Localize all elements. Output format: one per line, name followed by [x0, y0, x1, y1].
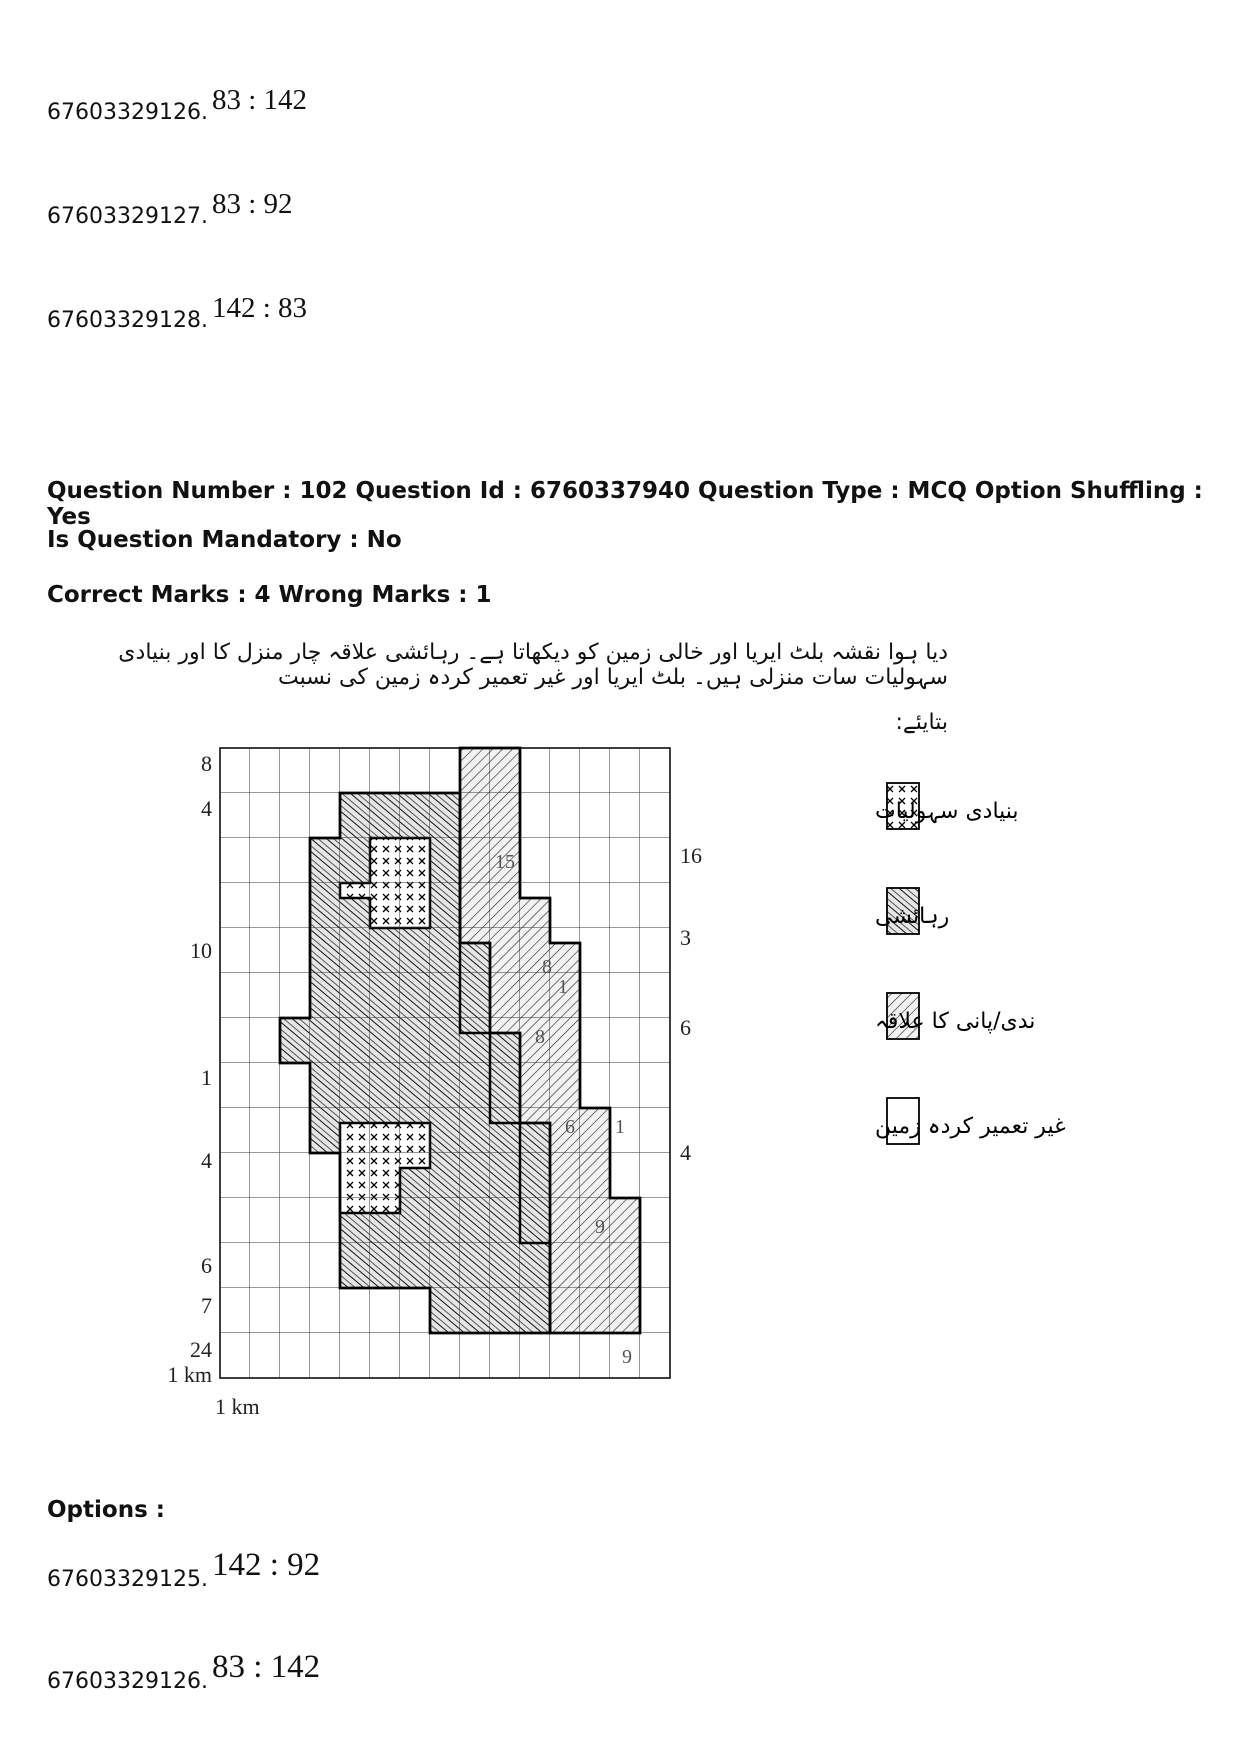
left-label: 1: [201, 1065, 212, 1090]
question-mandatory: Is Question Mandatory : No: [47, 527, 402, 553]
option-row[interactable]: [47, 1649, 321, 1694]
scale-y-label: 1 km: [167, 1362, 212, 1387]
region-number: 9: [622, 1346, 632, 1368]
region-number: 6: [565, 1116, 575, 1138]
right-label: 16: [680, 843, 702, 868]
option-value: 142 : 92: [211, 1547, 321, 1583]
question-text-urdu-2: بتایئے:: [895, 710, 948, 735]
options-heading: Options :: [47, 1497, 165, 1523]
option-row[interactable]: [47, 1547, 321, 1592]
legend: [875, 783, 1066, 1144]
left-label: 10: [190, 938, 212, 963]
option-row[interactable]: [47, 292, 308, 333]
land-use-map-figure: [140, 735, 1066, 1465]
left-label: 24: [190, 1337, 212, 1362]
option-row[interactable]: [47, 188, 293, 229]
option-id: 67603329128.: [47, 308, 208, 333]
legend-label-residential: رہائشی: [875, 904, 950, 929]
region-number: 8: [535, 1026, 545, 1048]
question-marks: Correct Marks : 4 Wrong Marks : 1: [47, 582, 492, 608]
left-label: 6: [201, 1253, 212, 1278]
region-number: 1: [615, 1116, 625, 1138]
left-label: 8: [201, 751, 212, 776]
left-label: 4: [201, 1148, 212, 1173]
question-header: Question Number : 102 Question Id : 6760337940 Question Type : MCQ Option Shuffling : Yes: [47, 478, 1203, 530]
region-number: 9: [595, 1216, 605, 1238]
option-id: 67603329126.: [47, 1669, 208, 1694]
map-grid: [220, 748, 670, 1378]
option-value: 142 : 83: [211, 292, 308, 324]
option-row[interactable]: [47, 84, 308, 125]
right-label: 3: [680, 925, 691, 950]
left-label: 4: [201, 796, 212, 821]
region-number: 8: [542, 956, 552, 978]
region-number: 15: [495, 851, 515, 873]
option-value: 83 : 142: [211, 84, 308, 116]
left-label: 7: [201, 1293, 212, 1318]
option-id: 67603329125.: [47, 1567, 208, 1592]
legend-label-amenities: بنیادی سہولیات: [875, 799, 1019, 824]
option-value: 83 : 142: [211, 1649, 321, 1685]
legend-label-vacant: غیر تعمیر کردہ زمین: [875, 1114, 1066, 1139]
option-id: 67603329127.: [47, 204, 208, 229]
option-id: 67603329126.: [47, 100, 208, 125]
right-label: 4: [680, 1140, 691, 1165]
option-value: 83 : 92: [211, 188, 293, 220]
scale-x-label: 1 km: [215, 1394, 260, 1419]
question-text-urdu: دیا ہوا نقشہ بلٹ ایریا اور خالی زمین کو دیکھاتا ہے۔ رہائشی علاقہ چار منزل کا اور بنیادی سہولیات سات منزلی ہیں۔ بلٹ ایریا اور غیر تعمیر کردہ زمین کی نسبت: [118, 640, 948, 690]
right-label: 6: [680, 1015, 691, 1040]
legend-label-water: ندی/پانی کا علاقہ: [875, 1009, 1036, 1034]
region-number: 1: [558, 976, 568, 998]
